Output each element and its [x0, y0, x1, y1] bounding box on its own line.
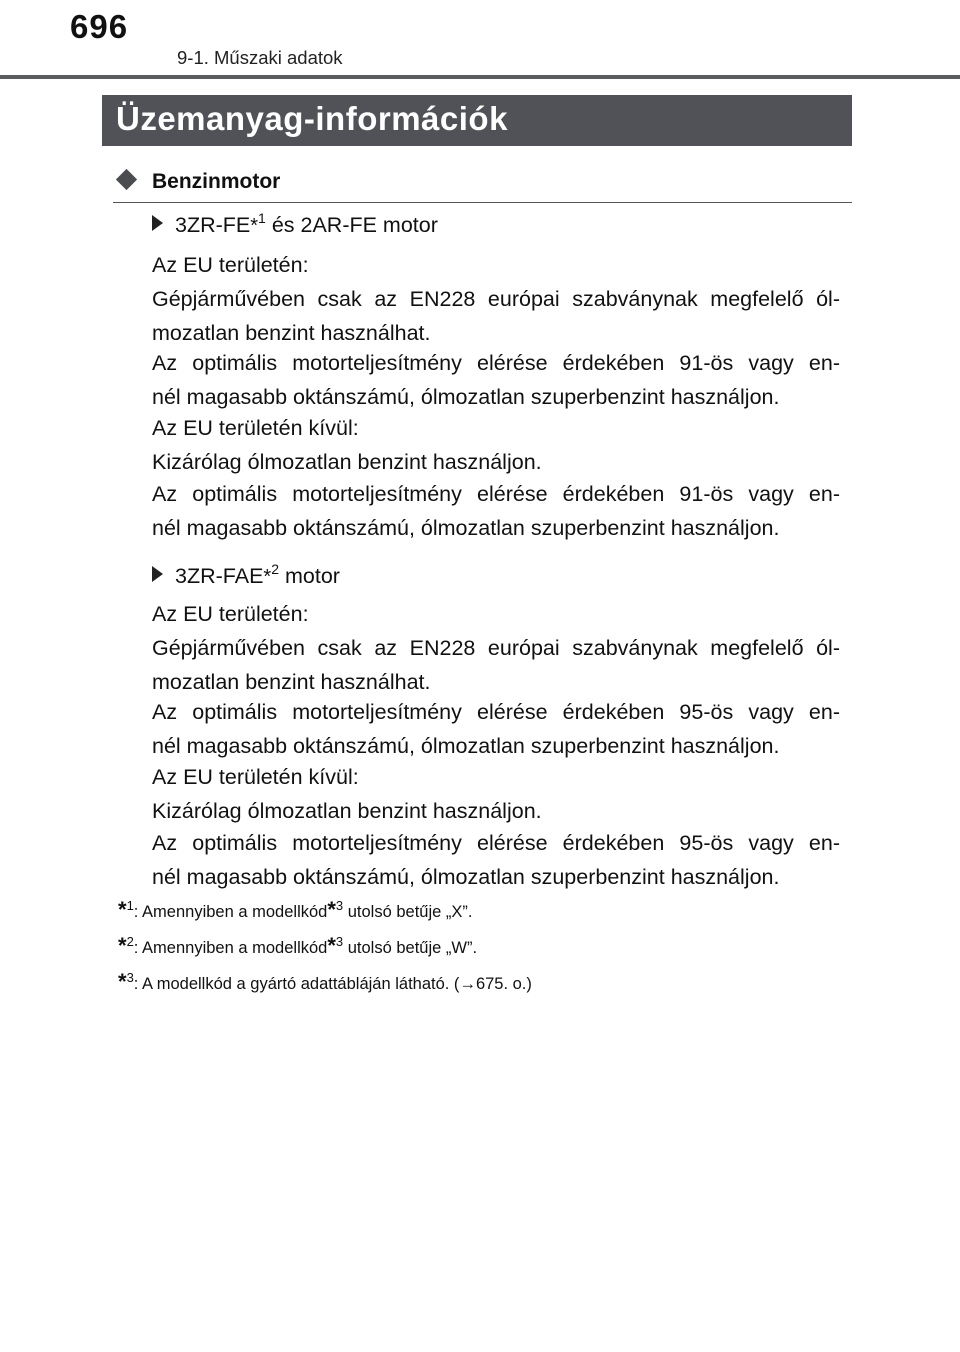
page-reference-arrow-icon: → — [459, 975, 476, 993]
non-eu-recommendation-2: Az optimális motorteljesítmény elérése érdekében 95-ös vagy en- nél magasabb oktánszámú, ólmozatlan szuperbenzint használjon. — [152, 831, 840, 889]
engine-heading-2: 3ZR-FAE*$^2$ motor — [152, 561, 340, 592]
eu-paragraph-1: Az EU területén: Gépjárművében csak az EN228 európai szabványnak megfelelő ól- mozatlan benzint használhat. — [152, 253, 840, 345]
eu-recommendation-2: Az optimális motorteljesítmény elérése érdekében 95-ös vagy en- nél magasabb oktánszámú, ólmozatlan szuperbenzint használjon. — [152, 700, 840, 758]
engine-heading-1: 3ZR-FE*$^1$ és 2AR-FE motor — [152, 210, 438, 241]
page-header — [0, 0, 960, 80]
footnote-2: *$^2$: Amennyiben a modellkód*$^3$ utolsó betűje „W”. — [118, 933, 478, 958]
header-divider — [0, 75, 960, 79]
page-reference-link[interactable]: 675. o.) — [475, 975, 532, 993]
triangle-bullet-icon — [152, 215, 163, 231]
eu-paragraph-2: Az EU területén: Gépjárművében csak az EN228 európai szabványnak megfelelő ól- mozatlan benzint használhat. — [152, 602, 840, 694]
footnote-3: *$^3$: A modellkód a gyártó adattábláján látható. (→675. o.) — [118, 969, 532, 994]
triangle-bullet-icon — [152, 566, 163, 582]
non-eu-paragraph-1: Az EU területén kívül: Kizárólag ólmozatlan benzint használjon. — [152, 416, 542, 474]
non-eu-recommendation-1: Az optimális motorteljesítmény elérése érdekében 91-ös vagy en- nél magasabb oktánszámú, ólmozatlan szuperbenzint használjon. — [152, 482, 840, 540]
page-number: 696 — [70, 8, 129, 45]
subsection-header — [113, 166, 852, 203]
section-title-bar — [102, 95, 852, 146]
non-eu-paragraph-2: Az EU területén kívül: Kizárólag ólmozatlan benzint használjon. — [152, 765, 542, 823]
subsection-title: Benzinmotor — [152, 170, 281, 193]
chapter-title: 9-1. Műszaki adatok — [177, 47, 343, 68]
eu-recommendation-1: Az optimális motorteljesítmény elérése érdekében 91-ös vagy en- nél magasabb oktánszámú, ólmozatlan szuperbenzint használjon. — [152, 351, 840, 409]
footnote-1: *$^1$: Amennyiben a modellkód*$^3$ utolsó betűje „X”. — [118, 897, 473, 922]
page-title: Üzemanyag-információk — [116, 100, 508, 137]
diamond-bullet-icon — [116, 169, 137, 190]
